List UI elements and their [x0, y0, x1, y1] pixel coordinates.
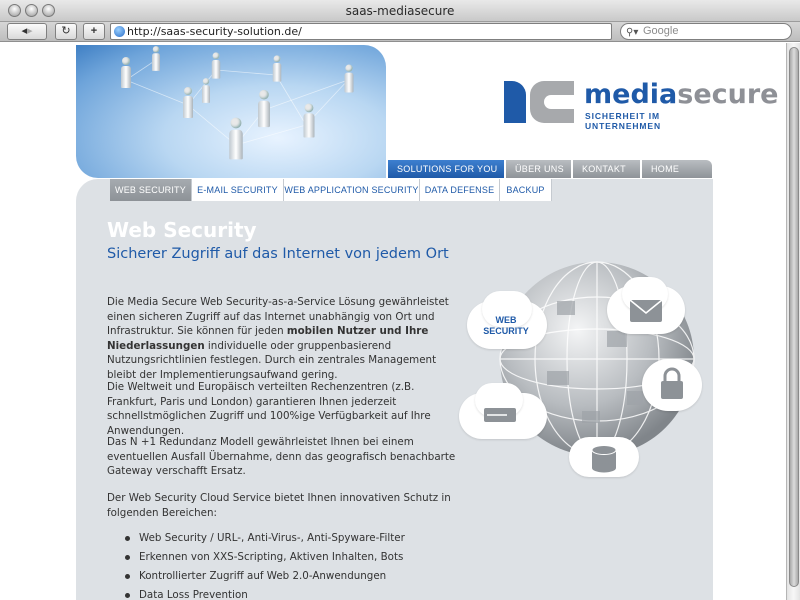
cloud-label-line: WEB — [495, 315, 517, 325]
back-forward-button[interactable] — [7, 23, 47, 40]
person-figure — [121, 57, 131, 88]
nav-home[interactable]: HOME — [641, 160, 712, 178]
person-figure — [229, 118, 243, 160]
cloud-label-web-security — [475, 315, 537, 337]
envelope-icon — [629, 299, 663, 323]
logo-mark — [504, 81, 526, 123]
back-arrow-icon[interactable]: ◂ — [21, 25, 27, 37]
logo-word-secure: secure — [677, 79, 779, 110]
add-bookmark-button[interactable]: + — [83, 23, 105, 40]
person-figure — [258, 90, 270, 127]
person-figure — [304, 103, 315, 137]
list-item: Data Loss Prevention — [107, 588, 405, 600]
scrollbar-thumb[interactable] — [789, 47, 799, 587]
mediasecure-logo[interactable] — [504, 79, 779, 131]
reload-button[interactable] — [55, 23, 77, 40]
list-item: Erkennen von XXS-Scripting, Aktiven Inhalten, Bots — [107, 550, 405, 569]
logo-word-media: media — [584, 79, 678, 110]
list-item: Web Security / URL-, Anti-Virus-, Anti-Spyware-Filter — [107, 531, 405, 550]
subnav-backup[interactable]: BACKUP — [500, 179, 552, 201]
page-viewport — [0, 43, 786, 600]
padlock-icon — [659, 367, 685, 401]
paragraph-text: Die Media Secure Web Security-as-a-Service Lösung gewährleistet einen sicheren Zugriff auf das Internet unabhängig von Ort und Infrastruktur. Sie können für jeden — [107, 296, 449, 337]
feature-list — [107, 531, 405, 600]
subnav-email-security[interactable]: E-MAIL SECURITY — [192, 179, 284, 201]
database-icon — [590, 444, 618, 474]
person-figure — [202, 78, 210, 103]
search-input[interactable] — [620, 23, 792, 40]
hero-network-image — [76, 45, 386, 178]
subnav-data-defense[interactable]: DATA DEFENSE — [420, 179, 500, 201]
nav-kontakt[interactable]: KONTAKT — [572, 160, 640, 178]
search-placeholder: Google — [643, 25, 679, 37]
address-bar[interactable] — [110, 23, 612, 40]
window-title: saas-mediasecure — [345, 4, 455, 18]
person-figure — [152, 46, 160, 71]
page-title: Web Security — [107, 218, 257, 242]
logo-tagline: SICHERHEIT IM UNTERNEHMEN — [585, 111, 662, 131]
paragraph-bold-text: mobilen Nutzer und Ihre Niederlassungen — [107, 325, 429, 352]
search-icon: ⚲▾ — [626, 27, 639, 38]
paragraph-cloud-service: Der Web Security Cloud Service bietet Ihnen innovativen Schutz in folgenden Bereichen: — [107, 492, 451, 519]
person-figure — [345, 65, 354, 93]
logo-mark — [544, 95, 574, 109]
reload-icon: ↻ — [61, 25, 71, 37]
browser-title-bar — [0, 0, 800, 22]
page-subtitle: Sicherer Zugriff auf das Internet von jedem Ort — [107, 246, 449, 262]
person-figure — [273, 55, 282, 81]
nav-solutions-for-you[interactable]: SOLUTIONS FOR YOU — [387, 160, 504, 178]
server-icon — [483, 405, 517, 425]
paragraph-datacenters: Die Weltweit und Europäisch verteilten Rechenzentren (z.B. Frankfurt, Paris und London) garantieren Ihnen jederzeit schnellstmöglichen Zugriff und 100%ige Verfügbarkeit auf Ihre Anwendungen. — [107, 381, 431, 437]
paragraph-redundancy: Das N +1 Redundanz Modell gewährleistet Ihnen bei einem eventuellen Ausfall Übernahme, denn das geografisch benachbarte Gateway verschafft Ersatz. — [107, 436, 456, 477]
subnav-web-security[interactable]: WEB SECURITY — [110, 179, 192, 201]
security-globe-graphic — [483, 241, 717, 471]
cloud-label-line: SECURITY — [483, 326, 529, 336]
subnav-web-application-security[interactable]: WEB APPLICATION SECURITY — [284, 179, 420, 201]
vertical-scrollbar[interactable] — [786, 43, 800, 600]
paragraph-intro — [107, 295, 457, 382]
globe-icon — [114, 26, 125, 37]
forward-arrow-icon[interactable]: ▸ — [27, 25, 33, 37]
url-text[interactable]: http://saas-security-solution.de/ — [127, 25, 302, 38]
person-figure — [183, 87, 193, 118]
browser-toolbar — [0, 22, 800, 42]
list-item: Kontrollierter Zugriff auf Web 2.0-Anwendungen — [107, 569, 405, 588]
logo-wordmark — [584, 79, 779, 110]
person-figure — [212, 52, 221, 78]
nav-ueber-uns[interactable]: ÜBER UNS — [505, 160, 571, 178]
paragraph-text: individuelle oder gruppenbasierend Nutzungsrichtlinien festlegen. Durch ein zentrales Management bleibt der Implementierungsaufwand gering. — [107, 339, 437, 381]
